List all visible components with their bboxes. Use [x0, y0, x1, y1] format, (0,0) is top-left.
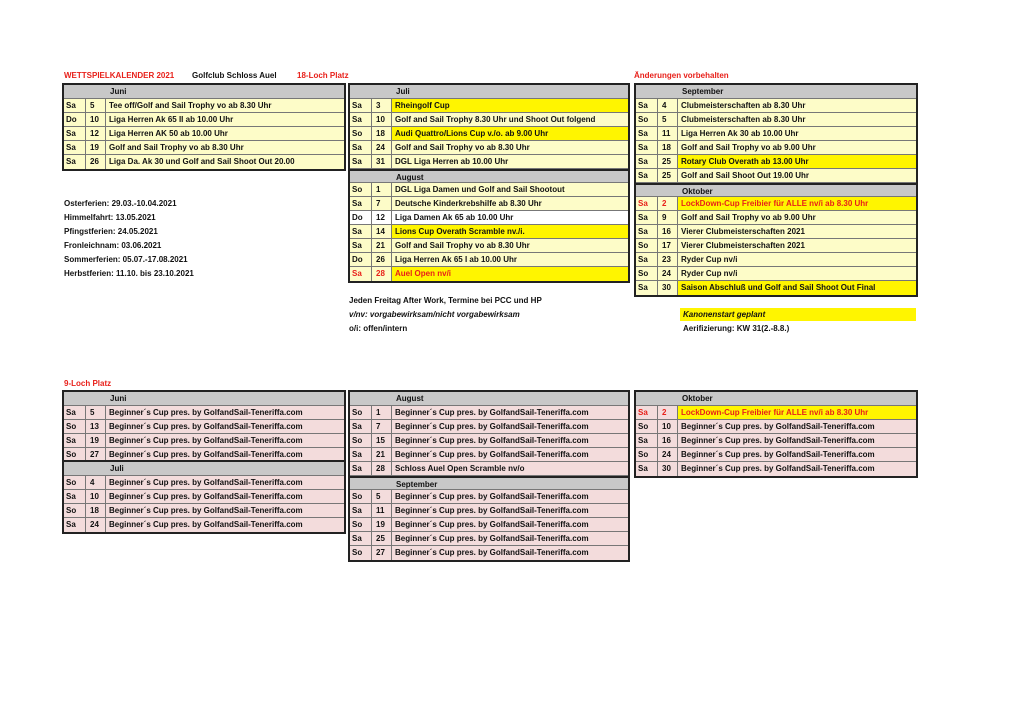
event-weekday: Sa	[636, 406, 658, 419]
event-weekday: So	[64, 420, 86, 433]
event-date: 31	[372, 155, 392, 168]
event-row	[636, 406, 916, 420]
event-date: 7	[372, 197, 392, 210]
event-name: Beginner´s Cup pres. by GolfandSail-Teneriffa.com	[395, 506, 589, 515]
event-row	[636, 239, 916, 253]
table-9-august-september	[348, 390, 630, 562]
holiday-ascension: Himmelfahrt: 13.05.2021	[64, 213, 156, 222]
event-name: Golf and Sail Trophy vo ab 8.30 Uhr	[395, 241, 530, 250]
event-name: Vierer Clubmeisterschaften 2021	[681, 227, 805, 236]
header-spacer	[86, 85, 106, 98]
event-date: 25	[658, 155, 678, 168]
event-date: 13	[86, 420, 106, 433]
month-title: September	[396, 480, 438, 489]
event-row	[64, 127, 344, 141]
event-date: 9	[658, 211, 678, 224]
event-weekday: Sa	[636, 197, 658, 210]
event-row	[64, 490, 344, 504]
event-name: Golf and Sail Trophy vo ab 9.00 Uhr	[681, 213, 816, 222]
event-name: Tee off/Golf and Sail Trophy vo ab 8.30 Uhr	[109, 101, 272, 110]
event-name: Beginner´s Cup pres. by GolfandSail-Teneriffa.com	[395, 492, 589, 501]
event-date: 24	[658, 267, 678, 280]
event-row	[636, 211, 916, 225]
event-date: 24	[86, 518, 106, 532]
month-title: August	[396, 394, 424, 403]
event-weekday: Sa	[350, 239, 372, 252]
event-name: DGL Liga Herren ab 10.00 Uhr	[395, 157, 509, 166]
event-date: 26	[372, 253, 392, 266]
event-date: 1	[372, 406, 392, 419]
event-date: 25	[658, 169, 678, 182]
event-row	[636, 281, 916, 295]
event-name: Saison Abschluß und Golf and Sail Shoot Out Final	[678, 281, 916, 295]
header-spacer	[64, 85, 86, 98]
event-name: Beginner´s Cup pres. by GolfandSail-Teneriffa.com	[109, 478, 303, 487]
event-row	[350, 532, 628, 546]
month-header	[350, 476, 628, 490]
event-weekday: Sa	[64, 518, 86, 532]
event-row	[64, 420, 344, 434]
month-title: September	[682, 87, 724, 96]
note-kanonenstart: Kanonenstart geplant	[683, 310, 766, 319]
event-date: 28	[372, 462, 392, 475]
month-title: Oktober	[682, 187, 713, 196]
event-date: 26	[86, 155, 106, 169]
event-weekday: Do	[350, 253, 372, 266]
event-weekday: Sa	[350, 504, 372, 517]
event-name: Beginner´s Cup pres. by GolfandSail-Teneriffa.com	[109, 520, 303, 529]
event-weekday: Sa	[350, 448, 372, 461]
event-date: 12	[86, 127, 106, 140]
event-row	[350, 546, 628, 560]
month-header	[64, 462, 344, 476]
event-row	[350, 141, 628, 155]
event-row	[64, 476, 344, 490]
event-weekday: Sa	[636, 155, 658, 168]
event-weekday: Sa	[64, 99, 86, 112]
event-date: 24	[372, 141, 392, 154]
event-date: 4	[86, 476, 106, 489]
event-date: 24	[658, 448, 678, 461]
event-date: 10	[86, 490, 106, 503]
event-date: 19	[372, 518, 392, 531]
event-row	[350, 239, 628, 253]
event-weekday: So	[350, 183, 372, 196]
event-date: 18	[86, 504, 106, 517]
event-name: Beginner´s Cup pres. by GolfandSail-Teneriffa.com	[395, 408, 589, 417]
event-row	[64, 155, 344, 169]
event-weekday: Sa	[350, 155, 372, 168]
event-date: 7	[372, 420, 392, 433]
event-weekday: Sa	[636, 127, 658, 140]
event-name: Liga Da. Ak 30 und Golf and Sail Shoot Out 20.00	[109, 157, 295, 166]
note-vnv: v/nv: vorgabewirksam/nicht vorgabewirksam	[349, 310, 520, 319]
event-weekday: Sa	[64, 434, 86, 447]
note-oi: o/i: offen/intern	[349, 324, 408, 333]
event-name: Golf and Sail Trophy vo ab 8.30 Uhr	[109, 143, 244, 152]
event-name: Beginner´s Cup pres. by GolfandSail-Teneriffa.com	[681, 422, 875, 431]
event-date: 17	[658, 239, 678, 252]
event-row	[350, 490, 628, 504]
course-9-label: 9-Loch Platz	[64, 379, 112, 388]
event-row	[350, 127, 628, 141]
event-date: 11	[658, 127, 678, 140]
event-name: Beginner´s Cup pres. by GolfandSail-Teneriffa.com	[109, 422, 303, 431]
event-weekday: So	[350, 127, 372, 140]
header-spacer	[636, 392, 658, 405]
event-row	[636, 267, 916, 281]
disclaimer: Änderungen vorbehalten	[634, 71, 729, 80]
event-weekday: Sa	[64, 127, 86, 140]
course-18-label: 18-Loch Platz	[297, 71, 349, 80]
event-weekday: Sa	[636, 141, 658, 154]
event-weekday: Sa	[636, 225, 658, 238]
event-row	[636, 155, 916, 169]
event-name: Liga Herren AK 50 ab 10.00 Uhr	[109, 129, 228, 138]
event-name: Beginner´s Cup pres. by GolfandSail-Teneriffa.com	[109, 436, 303, 445]
event-date: 4	[658, 99, 678, 112]
event-row	[350, 504, 628, 518]
header-spacer	[86, 392, 106, 405]
event-weekday: Sa	[636, 211, 658, 224]
event-weekday: Sa	[350, 462, 372, 475]
event-weekday: So	[350, 518, 372, 531]
month-title: Juli	[396, 87, 410, 96]
event-weekday: Sa	[636, 462, 658, 476]
event-row	[350, 518, 628, 532]
header-spacer	[350, 85, 372, 98]
table-18-june	[62, 83, 346, 171]
event-date: 10	[86, 113, 106, 126]
event-date: 21	[372, 239, 392, 252]
event-name: Beginner´s Cup pres. by GolfandSail-Teneriffa.com	[109, 408, 303, 417]
event-weekday: Sa	[350, 225, 372, 238]
event-date: 10	[372, 113, 392, 126]
header-spacer	[636, 85, 658, 98]
event-name: Ryder Cup nv/i	[681, 269, 738, 278]
event-date: 15	[372, 434, 392, 447]
event-date: 5	[658, 113, 678, 126]
event-name: Beginner´s Cup pres. by GolfandSail-Teneriffa.com	[109, 506, 303, 515]
month-header	[350, 169, 628, 183]
month-title: Juni	[110, 87, 127, 96]
event-date: 3	[372, 99, 392, 112]
event-date: 18	[658, 141, 678, 154]
event-row	[350, 99, 628, 113]
event-weekday: Sa	[350, 267, 372, 281]
event-row	[636, 141, 916, 155]
event-row	[636, 253, 916, 267]
event-name: Beginner´s Cup pres. by GolfandSail-Teneriffa.com	[395, 548, 589, 557]
event-date: 25	[372, 532, 392, 545]
header-spacer	[636, 185, 658, 196]
event-date: 16	[658, 434, 678, 447]
event-date: 30	[658, 281, 678, 295]
event-name: Beginner´s Cup pres. by GolfandSail-Teneriffa.com	[109, 450, 303, 459]
event-row	[350, 267, 628, 281]
event-row	[64, 141, 344, 155]
event-row	[350, 197, 628, 211]
header-spacer	[658, 185, 678, 196]
event-row	[636, 169, 916, 183]
event-name: Beginner´s Cup pres. by GolfandSail-Teneriffa.com	[681, 436, 875, 445]
header-spacer	[350, 392, 372, 405]
event-row	[64, 113, 344, 127]
event-weekday: So	[636, 420, 658, 433]
event-weekday: Sa	[350, 532, 372, 545]
event-date: 27	[372, 546, 392, 560]
event-row	[350, 155, 628, 169]
holiday-easter: Osterferien: 29.03.-10.04.2021	[64, 199, 177, 208]
event-name: Lions Cup Overath Scramble nv./i.	[392, 225, 628, 238]
event-weekday: So	[350, 546, 372, 560]
event-name: Beginner´s Cup pres. by GolfandSail-Teneriffa.com	[681, 450, 875, 459]
header-spacer	[64, 462, 86, 475]
event-name: Rotary Club Overath ab 13.00 Uhr	[678, 155, 916, 168]
event-weekday: So	[64, 504, 86, 517]
month-title: Juni	[110, 394, 127, 403]
event-row	[64, 518, 344, 532]
header-spacer	[658, 392, 678, 405]
event-weekday: Do	[64, 113, 86, 126]
table-18-september-october	[634, 83, 918, 297]
event-name: Clubmeisterschaften ab 8.30 Uhr	[681, 115, 806, 124]
note-afterwork: Jeden Freitag After Work, Termine bei PCC und HP	[349, 296, 542, 305]
event-name: Audi Quattro/Lions Cup v./o. ab 9.00 Uhr	[392, 127, 628, 140]
event-date: 12	[372, 211, 392, 224]
event-name: LockDown-Cup Freibier für ALLE nv/i ab 8.30 Uhr	[678, 406, 916, 419]
event-row	[636, 197, 916, 211]
event-row	[350, 253, 628, 267]
event-weekday: Sa	[350, 141, 372, 154]
event-weekday: Sa	[636, 253, 658, 266]
event-date: 5	[372, 490, 392, 503]
event-weekday: Do	[350, 211, 372, 224]
event-name: LockDown-Cup Freibier für ALLE nv/i ab 8.30 Uhr	[678, 197, 916, 210]
event-row	[636, 420, 916, 434]
event-row	[636, 448, 916, 462]
event-weekday: Sa	[350, 420, 372, 433]
event-row	[350, 420, 628, 434]
event-name: Liga Damen Ak 65 ab 10.00 Uhr	[395, 213, 514, 222]
event-row	[636, 99, 916, 113]
event-row	[636, 127, 916, 141]
month-header	[350, 392, 628, 406]
event-name: Golf and Sail Shoot Out 19.00 Uhr	[681, 171, 810, 180]
month-header	[64, 85, 344, 99]
event-weekday: So	[350, 406, 372, 419]
event-weekday: So	[350, 490, 372, 503]
month-header	[636, 183, 916, 197]
holiday-autumn: Herbstferien: 11.10. bis 23.10.2021	[64, 269, 194, 278]
event-name: DGL Liga Damen und Golf and Sail Shootout	[395, 185, 565, 194]
header-spacer	[372, 478, 392, 489]
table-18-july-august	[348, 83, 630, 283]
event-name: Beginner´s Cup pres. by GolfandSail-Teneriffa.com	[395, 520, 589, 529]
event-date: 2	[658, 197, 678, 210]
event-row	[350, 113, 628, 127]
header-spacer	[86, 462, 106, 475]
event-weekday: Sa	[636, 169, 658, 182]
note-aerifizierung: Aerifizierung: KW 31(2.-8.8.)	[683, 324, 790, 333]
header-spacer	[658, 85, 678, 98]
event-date: 21	[372, 448, 392, 461]
header-spacer	[350, 478, 372, 489]
event-weekday: Sa	[636, 281, 658, 295]
event-weekday: So	[350, 434, 372, 447]
event-date: 10	[658, 420, 678, 433]
event-row	[350, 211, 628, 225]
event-row	[64, 99, 344, 113]
event-name: Vierer Clubmeisterschaften 2021	[681, 241, 805, 250]
event-weekday: So	[636, 113, 658, 126]
event-name: Auel Open nv/i	[392, 267, 628, 281]
header-spacer	[64, 392, 86, 405]
event-row	[350, 406, 628, 420]
event-name: Golf and Sail Trophy vo ab 9.00 Uhr	[681, 143, 816, 152]
event-name: Beginner´s Cup pres. by GolfandSail-Teneriffa.com	[395, 450, 589, 459]
event-weekday: Sa	[636, 434, 658, 447]
event-weekday: So	[636, 448, 658, 461]
event-name: Golf and Sail Trophy 8.30 Uhr und Shoot Out folgend	[395, 115, 596, 124]
event-date: 28	[372, 267, 392, 281]
event-row	[64, 406, 344, 420]
event-name: Deutsche Kinderkrebshilfe ab 8.30 Uhr	[395, 199, 542, 208]
event-row	[636, 113, 916, 127]
month-header	[636, 85, 916, 99]
event-row	[350, 183, 628, 197]
club-name: Golfclub Schloss Auel	[192, 71, 277, 80]
event-row	[350, 462, 628, 476]
month-title: Juli	[110, 464, 124, 473]
event-name: Ryder Cup nv/i	[681, 255, 738, 264]
table-9-july	[62, 460, 346, 534]
event-name: Beginner´s Cup pres. by GolfandSail-Teneriffa.com	[109, 492, 303, 501]
event-name: Liga Herren Ak 65 II ab 10.00 Uhr	[109, 115, 234, 124]
table-9-october	[634, 390, 918, 478]
header-spacer	[372, 392, 392, 405]
event-name: Schloss Auel Open Scramble nv/o	[395, 464, 525, 473]
event-row	[350, 225, 628, 239]
month-title: August	[396, 173, 424, 182]
event-name: Beginner´s Cup pres. by GolfandSail-Teneriffa.com	[681, 464, 875, 473]
event-row	[350, 448, 628, 462]
event-date: 2	[658, 406, 678, 419]
event-row	[64, 504, 344, 518]
event-name: Clubmeisterschaften ab 8.30 Uhr	[681, 101, 806, 110]
event-weekday: So	[64, 476, 86, 489]
event-date: 5	[86, 99, 106, 112]
event-weekday: Sa	[64, 406, 86, 419]
event-weekday: Sa	[636, 99, 658, 112]
event-date: 5	[86, 406, 106, 419]
event-date: 23	[658, 253, 678, 266]
event-name: Golf and Sail Trophy vo ab 8.30 Uhr	[395, 143, 530, 152]
event-date: 19	[86, 141, 106, 154]
event-date: 30	[658, 462, 678, 476]
event-date: 11	[372, 504, 392, 517]
header-spacer	[350, 171, 372, 182]
event-weekday: Sa	[64, 141, 86, 154]
calendar-title: WETTSPIELKALENDER 2021	[64, 71, 175, 80]
event-row	[636, 462, 916, 476]
event-name: Beginner´s Cup pres. by GolfandSail-Teneriffa.com	[395, 422, 589, 431]
month-title: Oktober	[682, 394, 713, 403]
event-weekday: So	[636, 239, 658, 252]
event-name: Liga Herren Ak 65 I ab 10.00 Uhr	[395, 255, 517, 264]
header-spacer	[372, 171, 392, 182]
event-weekday: So	[64, 448, 86, 462]
event-row	[636, 434, 916, 448]
header-spacer	[372, 85, 392, 98]
event-name: Beginner´s Cup pres. by GolfandSail-Teneriffa.com	[395, 534, 589, 543]
event-name: Rheingolf Cup	[392, 99, 628, 112]
event-name: Liga Herren Ak 30 ab 10.00 Uhr	[681, 129, 799, 138]
event-row	[636, 225, 916, 239]
holiday-summer: Sommerferien: 05.07.-17.08.2021	[64, 255, 188, 264]
event-weekday: Sa	[64, 155, 86, 169]
holiday-pentecost: Pfingstferien: 24.05.2021	[64, 227, 158, 236]
month-header	[636, 392, 916, 406]
event-date: 1	[372, 183, 392, 196]
event-name: Beginner´s Cup pres. by GolfandSail-Teneriffa.com	[395, 436, 589, 445]
event-row	[350, 434, 628, 448]
event-weekday: Sa	[64, 490, 86, 503]
month-header	[64, 392, 344, 406]
event-date: 27	[86, 448, 106, 462]
event-date: 14	[372, 225, 392, 238]
month-header	[350, 85, 628, 99]
event-date: 16	[658, 225, 678, 238]
event-weekday: Sa	[350, 99, 372, 112]
event-date: 18	[372, 127, 392, 140]
event-weekday: Sa	[350, 197, 372, 210]
event-row	[64, 434, 344, 448]
event-date: 19	[86, 434, 106, 447]
event-weekday: Sa	[350, 113, 372, 126]
event-weekday: So	[636, 267, 658, 280]
table-9-june	[62, 390, 346, 464]
holiday-corpus-christi: Fronleichnam: 03.06.2021	[64, 241, 162, 250]
